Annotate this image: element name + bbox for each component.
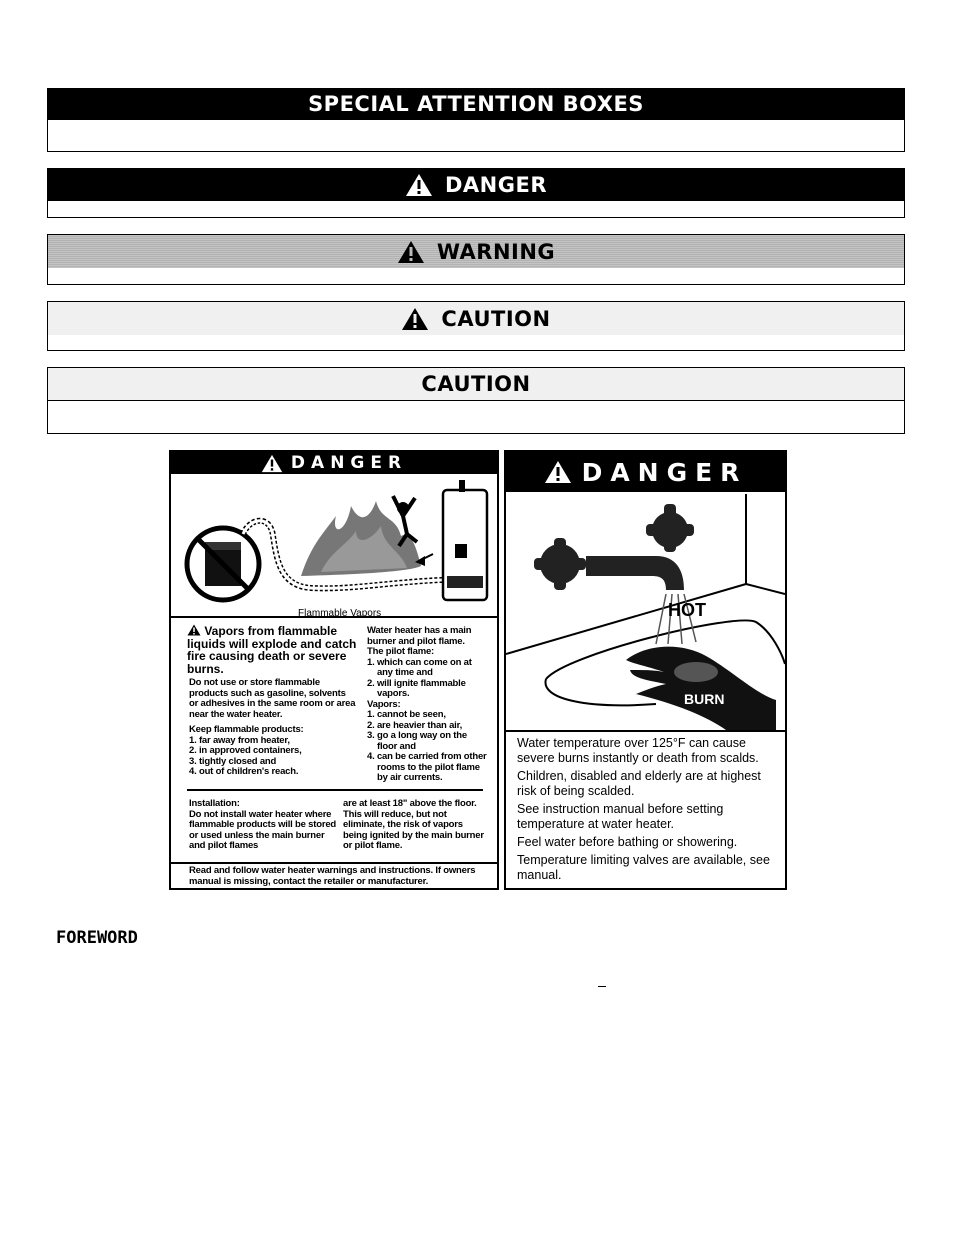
warning-triangle-icon [187, 624, 201, 636]
pilot-title: The pilot flame: [367, 646, 434, 657]
scald-line: Temperature limiting valves are available, see manual. [517, 853, 770, 882]
special-attention-title: SPECIAL ATTENTION BOXES [308, 92, 644, 116]
warning-triangle-icon [261, 454, 283, 473]
pilot-item: 2. will ignite flammable vapors. [367, 677, 466, 699]
warning-triangle-icon [401, 307, 429, 331]
dash-mark [598, 986, 606, 987]
vapors-caption: Flammable Vapors [298, 608, 382, 618]
right-label-title: DANGER [581, 457, 748, 487]
hot-text: HOT [668, 600, 706, 620]
warning-header [48, 235, 904, 268]
danger-box [47, 168, 905, 218]
caution-symbol-header [48, 302, 904, 335]
danger-header [48, 169, 904, 201]
keep-item: 3. tightly closed and [189, 755, 277, 767]
warning-box [47, 234, 905, 285]
installation-block [189, 799, 339, 852]
foreword-heading: FOREWORD [56, 928, 138, 948]
do-not-use-text: Do not use or store flammable products such as gasoline, solvents or adhesives in the same room or area near the water heater. [189, 677, 356, 720]
install-left-text: Do not install water heater where flammable products will be stored or used unless the main burner and pilot flames [189, 808, 337, 851]
scald-line: See instruction manual before setting temperature at water heater. [517, 802, 724, 831]
scald-line: Feel water before bathing or showering. [517, 835, 738, 849]
pilot-flame-info [367, 626, 487, 784]
install-title: Installation: [189, 798, 240, 809]
pilot-intro: Water heater has a main burner and pilot flame. [367, 625, 472, 647]
burn-text: BURN [684, 691, 725, 707]
vapors-item: 2. are heavier than air, [367, 719, 463, 731]
warning-triangle-icon [405, 173, 433, 197]
vapors-item: 3. go a long way on the floor and [367, 730, 467, 752]
hot-water-faucet-illustration [506, 494, 785, 730]
vapors-item: 1. cannot be seen, [367, 709, 446, 720]
special-attention-header [48, 89, 904, 119]
right-label-title-bar [506, 452, 785, 492]
vapors-item: 4. can be carried from other rooms to the pilot flame by air currents. [367, 751, 487, 783]
scald-line: Water temperature over 125°F can cause severe burns instantly or death from scalds. [517, 736, 759, 765]
keep-title: Keep flammable products: [189, 724, 304, 735]
warning-title: WARNING [436, 239, 556, 264]
warning-triangle-icon [397, 240, 425, 264]
left-label-title: DANGER [290, 453, 408, 473]
caution-plain-header [48, 368, 904, 400]
left-label-title-bar [171, 452, 497, 474]
caution-symbol-title: CAUTION [441, 306, 551, 331]
scald-warnings [517, 736, 779, 883]
keep-item: 2. in approved containers, [189, 745, 302, 756]
vapors-headline: Vapors from flammable liquids will explode and catch fire causing death or severe burns. [187, 624, 357, 676]
keep-item: 4. out of children's reach. [189, 766, 299, 777]
no-flammables-icon [187, 528, 259, 600]
flammable-vapors-label [169, 450, 499, 890]
warning-triangle-icon [544, 460, 572, 484]
flammable-vapors-illustration [171, 476, 497, 618]
keep-item: 1. far away from heater, [189, 734, 290, 746]
left-label-warnings [187, 624, 357, 778]
install-right-text: are at least 18" above the floor. This will reduce, but not eliminate, the risk of vapors being ignited by the main burner or pilot flame. [343, 798, 484, 851]
special-attention-box [47, 88, 905, 152]
vapors-title: Vapors: [367, 698, 401, 710]
scald-line: Children, disabled and elderly are at highest risk of being scalded. [517, 769, 761, 798]
caution-plain-title: CAUTION [421, 372, 531, 396]
left-label-footer: Read and follow water heater warnings and instructions. If owners manual is missing, contact the retailer or manufacturer. [189, 865, 476, 887]
faucet-handle-icon [646, 504, 694, 552]
caution-plain-box [47, 367, 905, 434]
scald-danger-label [504, 450, 787, 890]
caution-symbol-box [47, 301, 905, 351]
faucet-handle-icon [534, 538, 586, 590]
installation-block-right [343, 799, 488, 852]
danger-title: DANGER [444, 173, 547, 197]
pilot-item: 1. which can come on at any time and [367, 656, 472, 678]
